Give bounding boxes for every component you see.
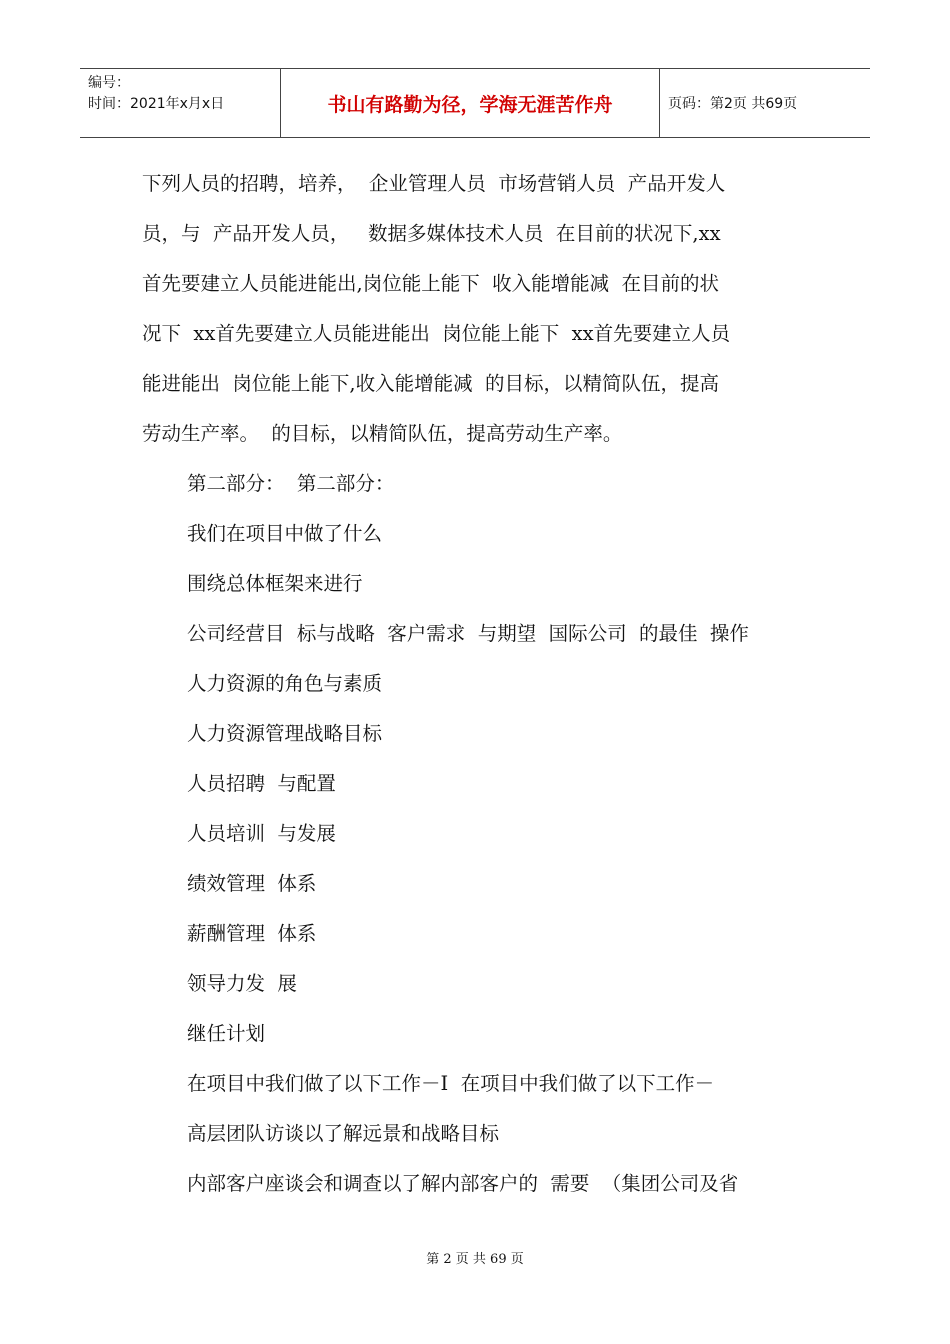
paragraph-line: 继任计划 [187, 1022, 266, 1045]
paragraph-line: 能进能出 岗位能上能下,收入能增能减 的目标，以精简队伍，提高 [142, 372, 719, 395]
document-number-label: 编号： [88, 75, 130, 91]
paragraph-line: 人员培训 与发展 [187, 822, 336, 845]
paragraph-line: 劳动生产率。 的目标，以精简队伍，提高劳动生产率。 [142, 422, 623, 445]
header-page-code: 页码：第2页 共69页 [668, 96, 798, 112]
paragraph-line: 人力资源的角色与素质 [187, 672, 383, 695]
paragraph-line: 下列人员的招聘，培养， 企业管理人员 市场营销人员 产品开发人 [142, 172, 726, 195]
document-date: 时间：2021年x月x日 [88, 96, 225, 112]
paragraph-line: 绩效管理 体系 [187, 872, 317, 895]
section-heading: 第二部分： 第二部分： [187, 472, 395, 495]
paragraph-line: 首先要建立人员能进能出,岗位能上能下 收入能增能减 在目前的状 [142, 272, 719, 295]
paragraph-line: 领导力发 展 [187, 972, 297, 995]
paragraph-line: 薪酬管理 体系 [187, 922, 317, 945]
header-meta [80, 69, 281, 137]
page-header [80, 68, 870, 138]
paragraph-line: 况下 xx首先要建立人员能进能出 岗位能上能下 xx首先要建立人员 [142, 322, 731, 345]
paragraph-line: 人员招聘 与配置 [187, 772, 336, 795]
page-footer: 第 2 页 共 69 页 [426, 1252, 524, 1267]
paragraph-line: 我们在项目中做了什么 [187, 522, 383, 545]
paragraph-line: 高层团队访谈以了解远景和战略目标 [187, 1122, 500, 1145]
header-motto [281, 69, 660, 137]
motto-text: 书山有路勤为径，学海无涯苦作舟 [327, 93, 613, 116]
paragraph-line: 围绕总体框架来进行 [187, 572, 363, 595]
paragraph-line: 员，与 产品开发人员， 数据多媒体技术人员 在目前的状况下,xx [142, 222, 721, 245]
paragraph-line: 在项目中我们做了以下工作－I 在项目中我们做了以下工作－ [187, 1072, 715, 1095]
paragraph-line: 内部客户座谈会和调查以了解内部客户的 需要 （集团公司及省 [187, 1172, 739, 1195]
paragraph-line: 人力资源管理战略目标 [187, 722, 383, 745]
paragraph-line: 公司经营目 标与战略 客户需求 与期望 国际公司 的最佳 操作 [187, 622, 749, 645]
